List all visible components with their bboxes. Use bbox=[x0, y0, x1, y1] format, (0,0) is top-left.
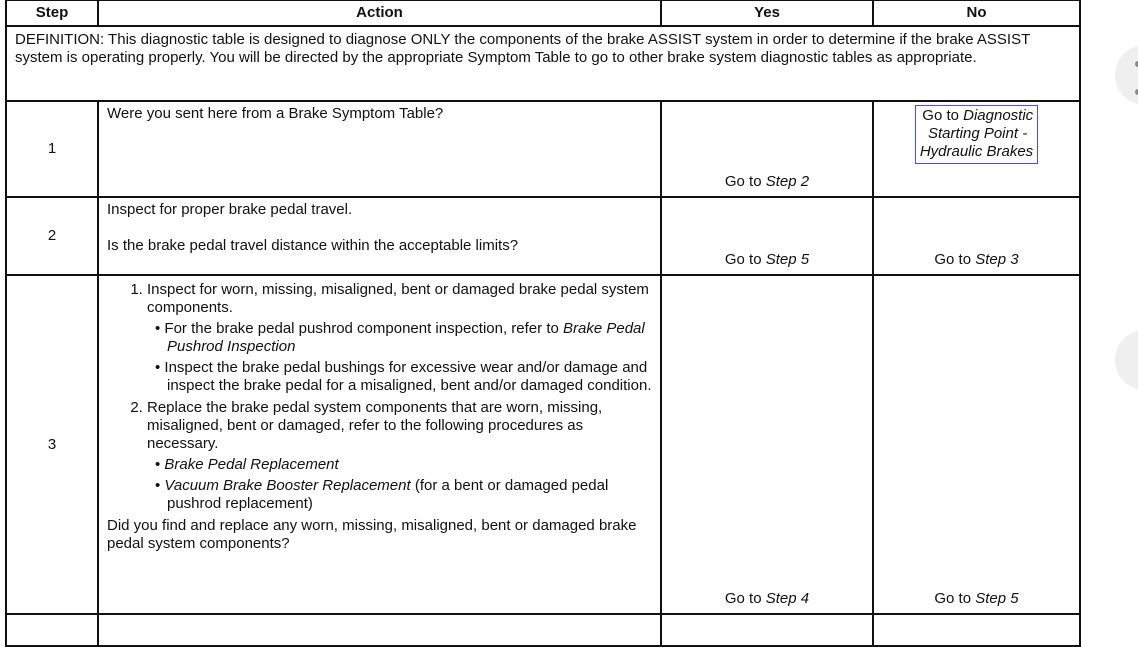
procedure-item-2 bbox=[147, 399, 652, 513]
yes-link[interactable]: Step 4 bbox=[765, 590, 810, 607]
table-row bbox=[6, 275, 1080, 614]
diagnostic-table bbox=[5, 0, 1081, 647]
table-row bbox=[6, 101, 1080, 197]
action-cell bbox=[98, 197, 661, 275]
more-options-button[interactable] bbox=[1115, 45, 1138, 105]
no-link-diagnostic-starting-point[interactable] bbox=[915, 105, 1038, 164]
bullet-list bbox=[147, 320, 652, 395]
bullet-text: For the brake pedal pushrod component inspection, refer to bbox=[164, 320, 559, 337]
action-text: Inspect for proper brake pedal travel. bbox=[107, 201, 353, 218]
bullet-text: (for a bent or damaged pedal pushrod replacement) bbox=[167, 477, 609, 512]
no-cell bbox=[873, 614, 1080, 646]
header-yes: Yes bbox=[661, 0, 873, 26]
yes-cell bbox=[661, 275, 873, 614]
no-link[interactable]: Step 5 bbox=[975, 590, 1019, 607]
bullet-item bbox=[164, 456, 652, 474]
definition-text: DEFINITION: This diagnostic table is designed to diagnose ONLY the components of the brake ASSIST system in order to determine if the brake ASSIST system is operating properly. You will be directed by the appropriate Symptom Table to go to other brake system diagnostic tables as appropriate. bbox=[6, 26, 1080, 101]
step-number: 1 bbox=[6, 101, 98, 197]
no-cell bbox=[873, 197, 1080, 275]
procedure-list bbox=[107, 281, 652, 513]
procedure-item-1 bbox=[147, 281, 652, 395]
no-link[interactable]: Step 3 bbox=[975, 251, 1019, 268]
action-question: Did you find and replace any worn, missing, misaligned, bent or damaged brake pedal system components? bbox=[107, 517, 637, 552]
pedal-replacement-link[interactable]: Brake Pedal Replacement bbox=[164, 456, 339, 473]
no-cell bbox=[873, 275, 1080, 614]
bullet-list bbox=[147, 456, 652, 513]
no-link-line-3: Hydraulic Brakes bbox=[919, 143, 1034, 160]
header-no: No bbox=[873, 0, 1080, 26]
definition-row bbox=[6, 26, 1080, 101]
yes-cell bbox=[661, 101, 873, 197]
step-number: 2 bbox=[6, 197, 98, 275]
bullet-item: • Inspect the brake pedal bushings for excessive wear and/or damage and inspect the brake pedal for a misaligned, bent and/or damaged condition. bbox=[167, 359, 652, 395]
action-text: Were you sent here from a Brake Symptom Table? bbox=[98, 101, 661, 197]
pushrod-inspection-link[interactable]: Brake Pedal Pushrod Inspection bbox=[167, 320, 645, 355]
header-row bbox=[6, 0, 1080, 26]
yes-prefix: Go to bbox=[724, 590, 762, 607]
action-cell bbox=[98, 275, 661, 614]
yes-cell bbox=[661, 614, 873, 646]
bullet-item bbox=[164, 477, 652, 513]
step-cell bbox=[6, 614, 98, 646]
yes-cell bbox=[661, 197, 873, 275]
header-step: Step bbox=[6, 0, 98, 26]
no-cell bbox=[873, 101, 1080, 197]
procedure-text: Inspect for worn, missing, misaligned, bent or damaged brake pedal system components. bbox=[147, 281, 649, 316]
header-action: Action bbox=[98, 0, 661, 26]
yes-prefix: Go to bbox=[724, 251, 762, 268]
yes-prefix: Go to bbox=[724, 173, 762, 190]
table-row bbox=[6, 197, 1080, 275]
no-link-line-1: Diagnostic bbox=[963, 107, 1034, 124]
step-number: 3 bbox=[6, 275, 98, 614]
no-prefix: Go to bbox=[934, 251, 972, 268]
yes-link[interactable]: Step 2 bbox=[765, 173, 810, 190]
no-prefix: Go to bbox=[922, 107, 959, 124]
action-question: Is the brake pedal travel distance within the acceptable limits? bbox=[107, 237, 519, 254]
no-link-line-2: Starting Point - bbox=[927, 125, 1028, 142]
bullet-item bbox=[164, 320, 652, 356]
yes-link[interactable]: Step 5 bbox=[765, 251, 810, 268]
floating-button[interactable] bbox=[1115, 330, 1138, 390]
table-row-partial bbox=[6, 614, 1080, 646]
booster-replacement-link[interactable]: Vacuum Brake Booster Replacement bbox=[164, 477, 411, 494]
procedure-text: Replace the brake pedal system components that are worn, missing, misaligned, bent or damaged, refer to the following procedures as necessary. bbox=[147, 399, 603, 452]
action-cell bbox=[98, 614, 661, 646]
no-prefix: Go to bbox=[934, 590, 972, 607]
